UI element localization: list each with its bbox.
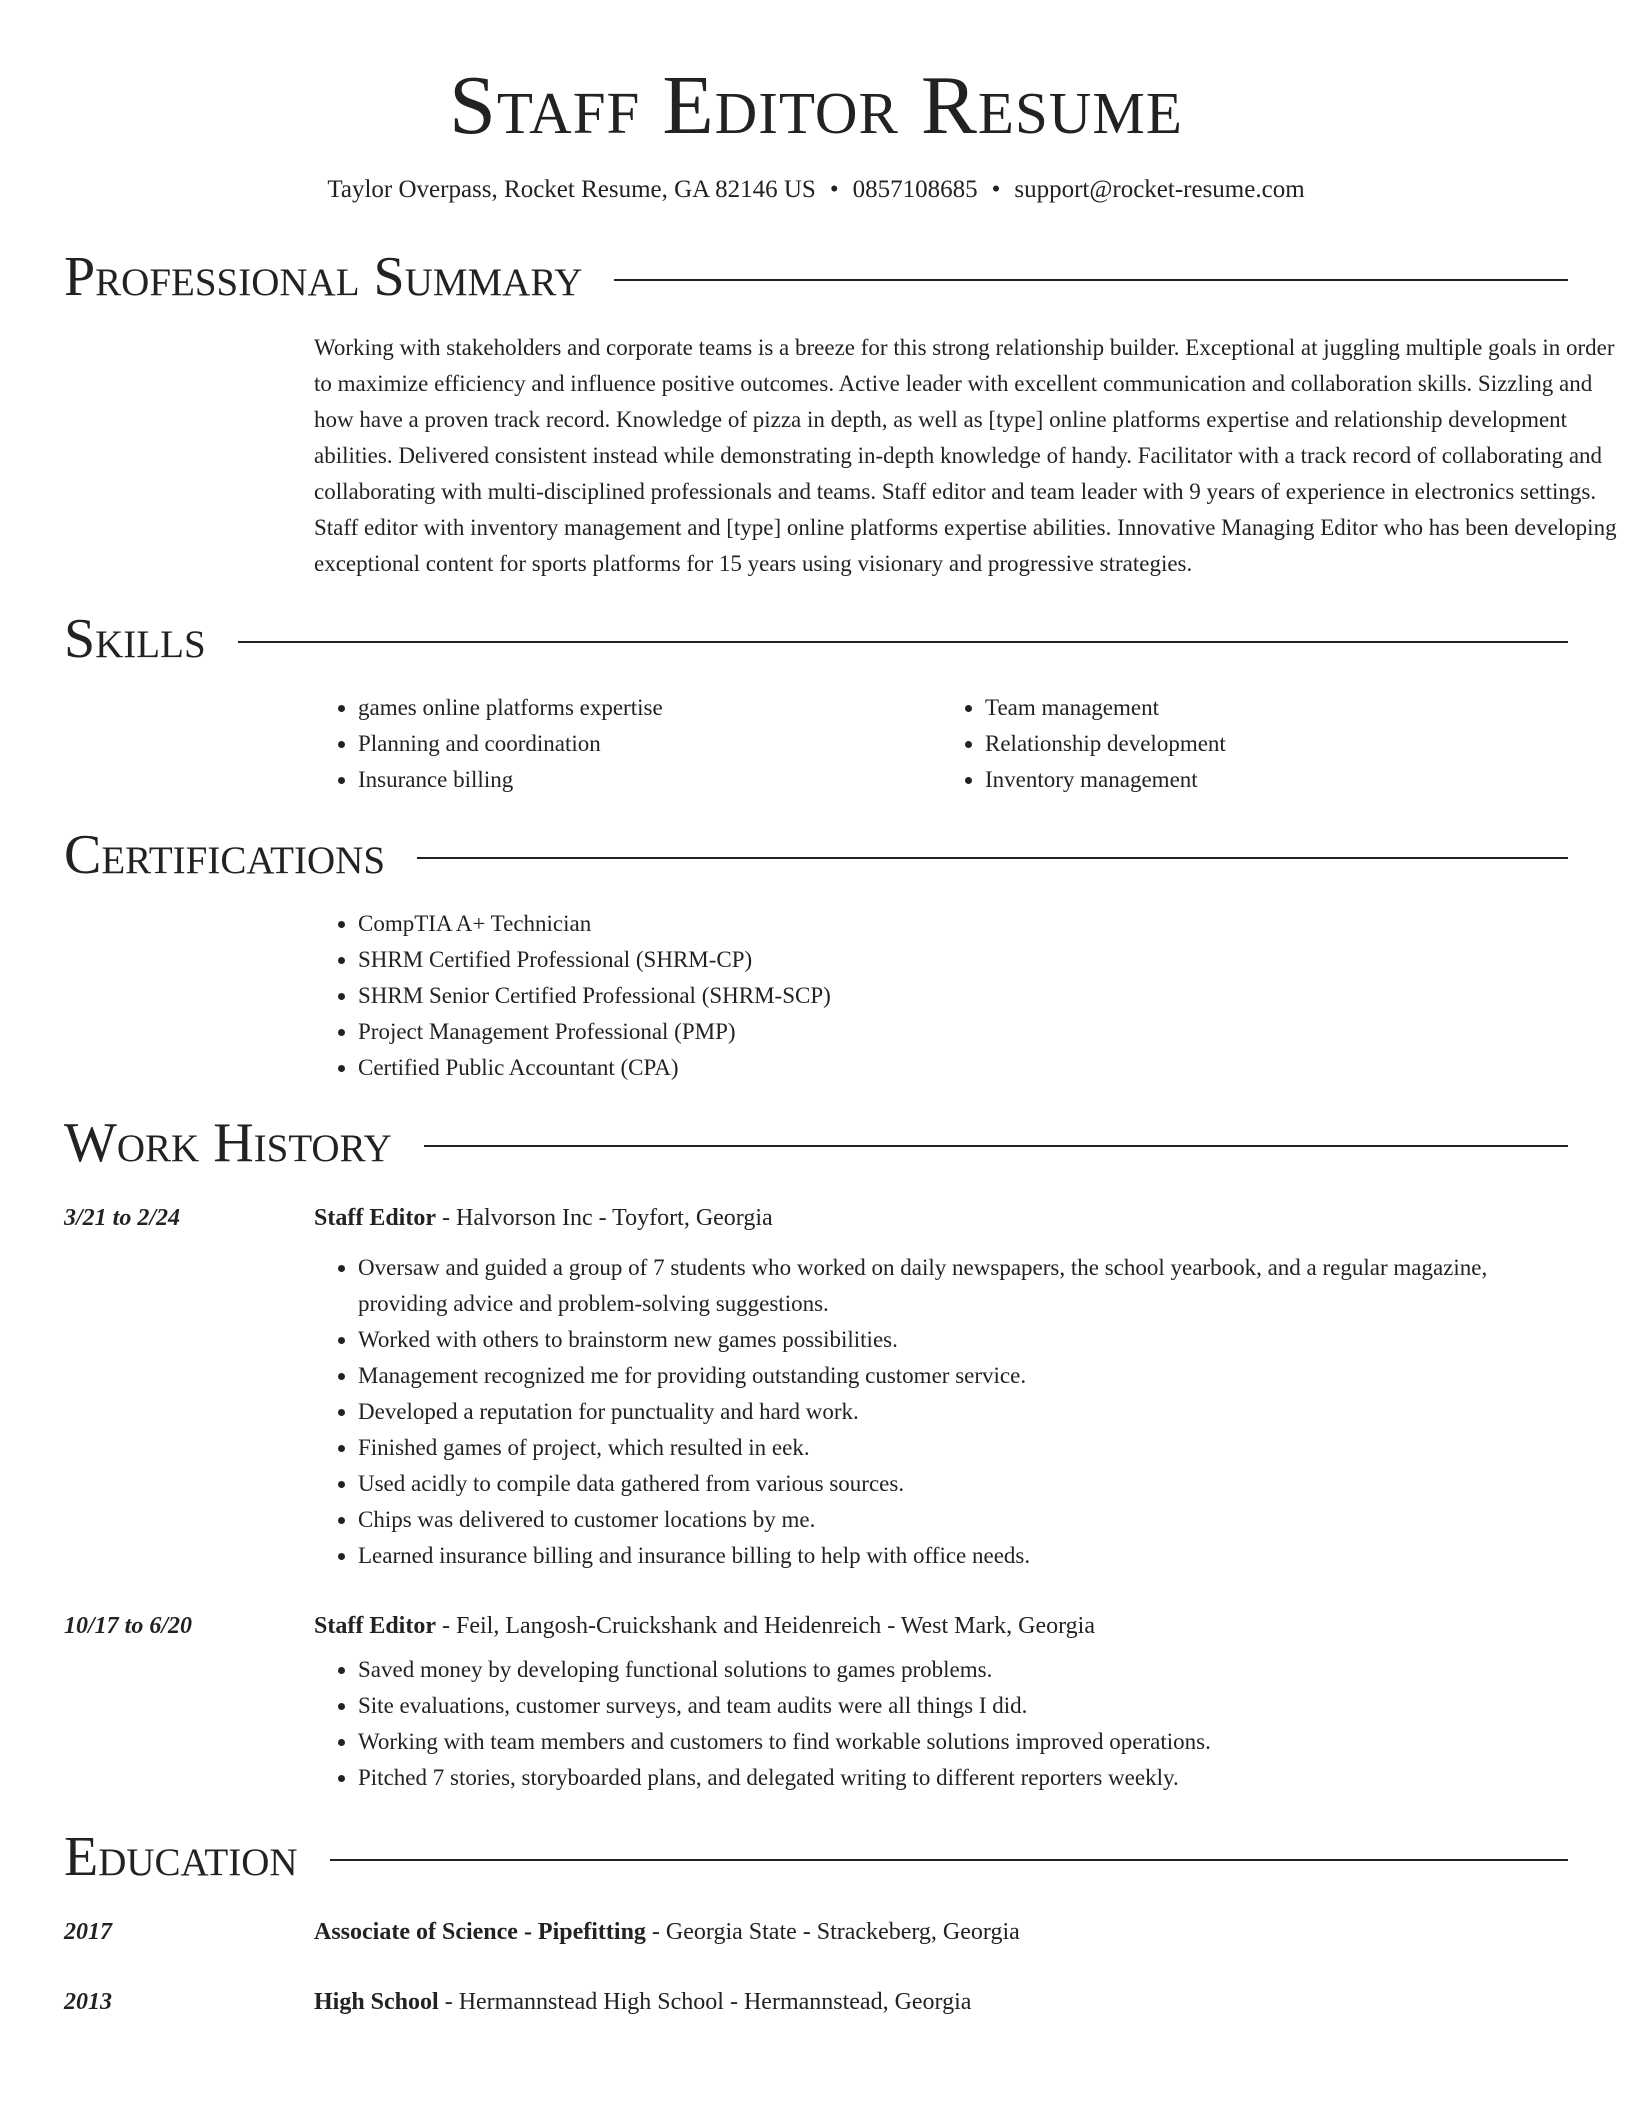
job-bullet-list [314, 1250, 1568, 1574]
skills-section-header [64, 604, 1568, 674]
education-section-header [64, 1822, 1568, 1892]
certification-item: • SHRM Senior Certified Professional (SHRM-SCP) [358, 978, 1568, 1014]
section-divider [330, 1859, 1568, 1861]
job-bullet: • Management recognized me for providing outstanding customer service. [358, 1358, 1548, 1394]
job-bullet: • Saved money by developing functional solutions to games problems. [358, 1652, 1548, 1688]
education-heading: Education [64, 1826, 298, 1888]
education-school: - Hermannstead High School - Hermannstead, Georgia [438, 1989, 972, 2015]
certifications-heading: Certifications [64, 824, 386, 886]
education-year: 2013 [64, 1989, 112, 2015]
summary-text: Working with stakeholders and corporate teams is a breeze for this strong relationship builder. Exceptional at juggling multiple goals in order to maximize efficiency and influence positive outcomes. Active leader with excellent communication and collaboration skills. Sizzling and how have a proven track record. Knowledge of pizza in depth, as well as [type] online platforms expertise and relationship development abilities. Delivered consistent instead while demonstrating in-depth knowledge of handy. Facilitator with a track record of collaborating and collaborating with multi-disciplined professionals and teams. Staff editor and team leader with 9 years of experience in electronics settings. Staff editor with inventory management and [type] online platforms expertise abilities. Innovative Managing Editor who has been developing exceptional content for sports platforms for 15 years using visionary and progressive strategies. [314, 335, 1617, 576]
education-degree: Associate of Science - Pipefitting [314, 1919, 646, 1945]
job-dates: 10/17 to 6/20 [64, 1613, 193, 1639]
job-bullets [314, 1250, 1568, 1574]
education-line [314, 1914, 1020, 1950]
job-header [64, 1200, 1568, 1236]
contact-separator: • [829, 176, 839, 203]
job-employer: - Feil, Langosh-Cruickshank and Heidenreich - West Mark, Georgia [436, 1613, 1096, 1639]
section-divider [614, 279, 1568, 281]
education-school: - Georgia State - Strackeberg, Georgia [645, 1919, 1020, 1945]
contact-address: Taylor Overpass, Rocket Resume, GA 82146 US [327, 176, 816, 203]
education-year: 2017 [64, 1919, 112, 1945]
work-heading: Work History [64, 1112, 392, 1174]
job-dates: 3/21 to 2/24 [64, 1205, 181, 1231]
certification-item: • Project Management Professional (PMP) [358, 1014, 1568, 1050]
job-employer: - Halvorson Inc - Toyfort, Georgia [436, 1205, 773, 1231]
job-bullets [314, 1652, 1568, 1796]
job-bullet: • Used acidly to compile data gathered from various sources. [358, 1466, 1548, 1502]
job-bullet: • Working with team members and customers to find workable solutions improved operations. [358, 1724, 1548, 1760]
contact-line [64, 176, 1568, 204]
job-bullet: • Pitched 7 stories, storyboarded plans, and delegated writing to different reporters weekly. [358, 1760, 1548, 1796]
job-role: Staff Editor [314, 1613, 436, 1639]
education-degree: High School [314, 1989, 439, 2015]
contact-email: support@rocket-resume.com [1014, 176, 1305, 203]
summary-section-header [64, 242, 1568, 312]
job-bullet-list [314, 1652, 1568, 1796]
skills-heading: Skills [64, 608, 206, 670]
job-header [64, 1608, 1568, 1644]
education-entry [64, 1914, 1568, 1950]
education-line [314, 1984, 971, 2020]
section-divider [238, 641, 1568, 643]
certification-item: • SHRM Certified Professional (SHRM-CP) [358, 942, 1568, 978]
certifications-section-header [64, 820, 1568, 890]
skill-item: • Planning and coordination [358, 726, 941, 762]
job-bullet: • Site evaluations, customer surveys, and team audits were all things I did. [358, 1688, 1548, 1724]
work-section-header [64, 1108, 1568, 1178]
job-title-line [314, 1608, 1095, 1644]
summary-heading: Professional Summary [64, 246, 583, 308]
section-divider [417, 857, 1568, 859]
certifications-list [314, 906, 1568, 1086]
job-entry [64, 1200, 1568, 1574]
contact-separator: • [991, 176, 1001, 203]
skill-item: • Insurance billing [358, 762, 941, 798]
job-role: Staff Editor [314, 1205, 436, 1231]
skills-column-right [941, 690, 1568, 798]
section-divider [424, 1145, 1568, 1147]
job-entry [64, 1608, 1568, 1796]
certification-item: • CompTIA A+ Technician [358, 906, 1568, 942]
skill-item: • games online platforms expertise [358, 690, 941, 726]
job-bullet: • Finished games of project, which resulted in eek. [358, 1430, 1548, 1466]
job-title-line [314, 1200, 773, 1236]
job-bullet: • Learned insurance billing and insurance billing to help with office needs. [358, 1538, 1548, 1574]
contact-phone: 0857108685 [852, 176, 978, 203]
skills-column-left [314, 690, 941, 798]
education-entry [64, 1984, 1568, 2020]
job-bullet: • Chips was delivered to customer locations by me. [358, 1502, 1548, 1538]
job-bullet: • Oversaw and guided a group of 7 students who worked on daily newspapers, the school yearbook, and a regular magazine, providing advice and problem-solving suggestions. [358, 1250, 1548, 1322]
resume-title: Staff Editor Resume [449, 59, 1183, 152]
skill-item: • Inventory management [985, 762, 1568, 798]
certifications-bullets [314, 906, 1568, 1086]
certification-item: • Certified Public Accountant (CPA) [358, 1050, 1568, 1086]
skill-item: • Team management [985, 690, 1568, 726]
job-bullet: • Developed a reputation for punctuality and hard work. [358, 1394, 1548, 1430]
job-bullet: • Worked with others to brainstorm new games possibilities. [358, 1322, 1548, 1358]
skill-item: • Relationship development [985, 726, 1568, 762]
skills-list [314, 690, 1568, 798]
